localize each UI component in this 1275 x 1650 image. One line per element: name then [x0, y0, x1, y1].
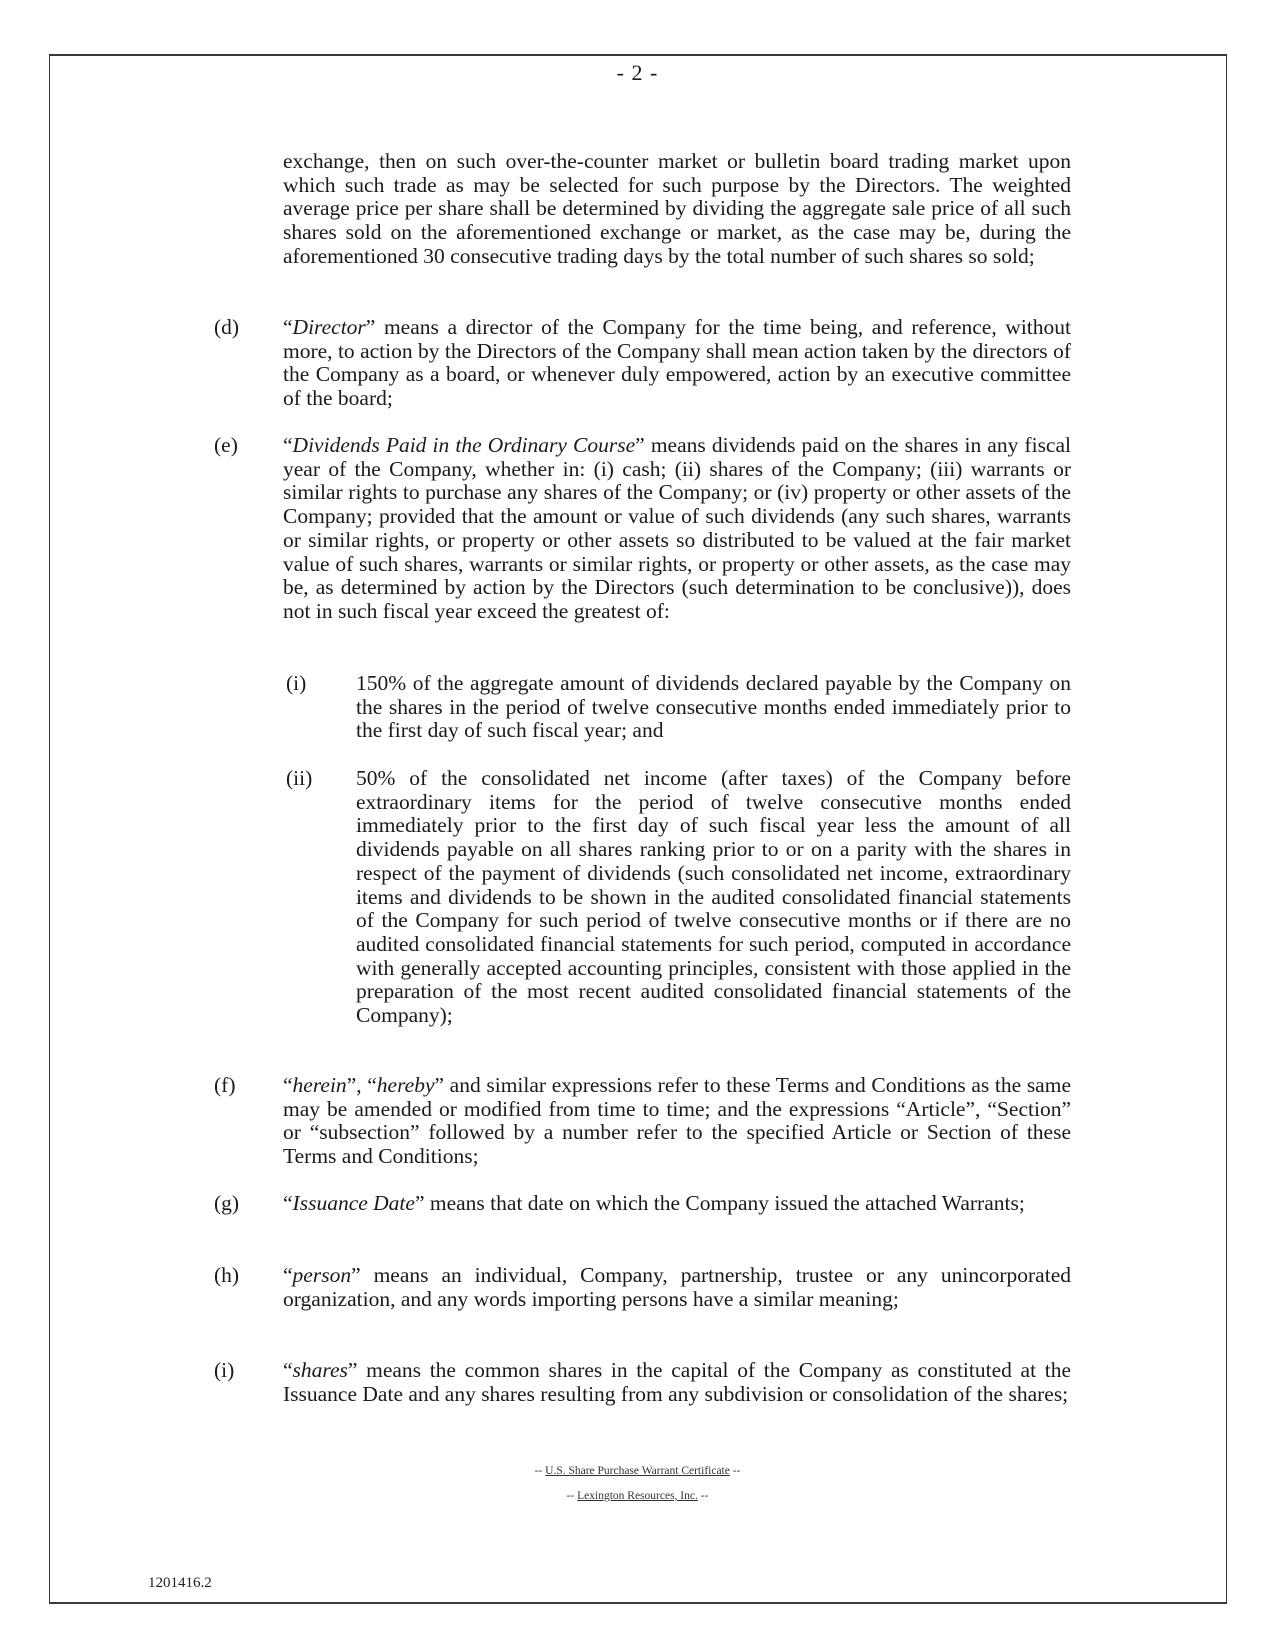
definition-dividends-paid: “Dividends Paid in the Ordinary Course” means dividends paid on the shares in any fiscal year of the Company, whether in: (i) cash; (ii) shares of the Company; (iii) warrants or similar rights to purchase any shares of the Company; or (iv) property or other assets of the Company; provided that the amount or value of such dividends (any such shares, warrants or similar rights, or property or other assets so distributed to be valued at the fair market value of such shares, warrants or similar rights, or property or other assets, as the case may be, as determined by action by the Directors (such determination to be conclusive)), does not in such fiscal year exceed the greatest of:: [283, 433, 1071, 623]
definition-person: “person” means an individual, Company, partnership, trustee or any unincorporated organization, and any words importing persons have a similar meaning;: [283, 1263, 1071, 1311]
definition-herein-hereby: “herein”, “hereby” and similar expressions refer to these Terms and Conditions as the same may be amended or modified from time to time; and the expressions “Article”, “Section” or “subsection” followed by a number refer to the specified Article or Section of these Terms and Conditions;: [283, 1073, 1071, 1169]
defined-term: Issuance Date: [292, 1191, 415, 1215]
page-number: - 2 -: [616, 60, 659, 85]
company-name: Lexington Resources, Inc.: [577, 1490, 698, 1502]
definition-label-e: (e): [214, 433, 238, 457]
definition-issuance-date: “Issuance Date” means that date on which the Company issued the attached Warrants;: [283, 1191, 1025, 1215]
defined-term: person: [292, 1263, 352, 1287]
definition-shares: “shares” means the common shares in the capital of the Company as constituted at the Issuance Date and any shares resulting from any subdivision or consolidation of the shares;: [283, 1358, 1071, 1406]
definition-label-d: (d): [214, 315, 240, 339]
footer-company-name: -- Lexington Resources, Inc. --: [566, 1490, 709, 1502]
footer-certificate-title: -- U.S. Share Purchase Warrant Certificate --: [534, 1465, 741, 1477]
definition-label-h: (h): [214, 1263, 240, 1287]
definition-label-f: (f): [214, 1073, 236, 1097]
definition-director: “Director” means a director of the Company for the time being, and reference, without more, to action by the Directors of the Company shall mean action taken by the directors of the Company as a board, or whenever duly empowered, action by an executive committee of the board;: [283, 315, 1071, 411]
defined-term: hereby: [376, 1073, 435, 1097]
continuation-paragraph: exchange, then on such over-the-counter market or bulletin board trading market upon which such trade as may be selected for such purpose by the Directors. The weighted average price per share shall be determined by dividing the aggregate sale price of all such shares sold on the aforementioned exchange or market, as the case may be, during the aforementioned 30 consecutive trading days by the total number of such shares so sold;: [283, 149, 1071, 268]
defined-term: Director: [292, 315, 366, 339]
definition-label-g: (g): [214, 1191, 240, 1215]
subitem-label-ii: (ii): [286, 766, 313, 790]
defined-term: Dividends Paid in the Ordinary Course: [292, 433, 636, 457]
document-number: 1201416.2: [148, 1575, 212, 1591]
defined-term: shares: [292, 1358, 348, 1382]
defined-term: herein: [292, 1073, 347, 1097]
certificate-title: U.S. Share Purchase Warrant Certificate: [545, 1465, 730, 1477]
subitem-150-percent: 150% of the aggregate amount of dividends declared payable by the Company on the shares in the period of twelve consecutive months ended immediately prior to the first day of such fiscal year; and: [356, 671, 1071, 743]
subitem-50-percent: 50% of the consolidated net income (after taxes) of the Company before extraordinary items for the period of twelve consecutive months ended immediately prior to the first day of such fiscal year less the amount of all dividends payable on all shares ranking prior to or on a parity with the shares in respect of the payment of dividends (such consolidated net income, extraordinary items and dividends to be shown in the audited consolidated financial statements of the Company for such period of twelve consecutive months or if there are no audited consolidated financial statements for such period, computed in accordance with generally accepted accounting principles, consistent with those applied in the preparation of the most recent audited consolidated financial statements of the Company);: [356, 766, 1071, 1028]
definition-label-i: (i): [214, 1358, 235, 1382]
subitem-label-i: (i): [286, 671, 307, 695]
